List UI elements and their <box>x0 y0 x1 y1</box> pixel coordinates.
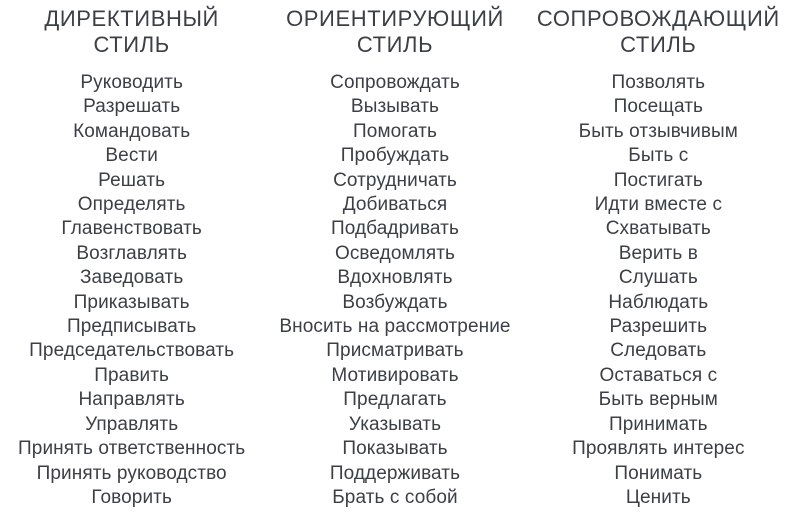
column-title-line: ОРИЕНТИРУЮЩИЙ <box>286 6 504 31</box>
style-word: Вносить на рассмотрение <box>279 316 511 338</box>
style-word: Править <box>94 364 170 386</box>
style-word: Руководить <box>80 72 183 93</box>
style-word: Позволять <box>611 72 706 93</box>
column-title-line: СТИЛЬ <box>93 32 170 57</box>
style-word: Схватывать <box>605 218 711 240</box>
style-word: Вести <box>105 145 158 167</box>
column-title-line: СТИЛЬ <box>620 32 697 57</box>
style-column <box>527 6 790 510</box>
style-word: Решать <box>98 169 166 191</box>
style-word: Главенствовать <box>61 218 202 240</box>
style-word: Проявлять интерес <box>572 438 745 460</box>
style-word: Быть верным <box>598 389 718 411</box>
style-word: Сотрудничать <box>333 169 457 191</box>
style-word: Наблюдать <box>608 291 709 313</box>
style-word: Посещать <box>613 96 704 118</box>
style-word: Возбуждать <box>342 291 448 313</box>
style-column <box>263 6 526 510</box>
word-list <box>527 71 790 510</box>
style-word: Идти вместе с <box>594 194 723 216</box>
style-word: Принять руководство <box>36 462 227 484</box>
style-word: Предлагать <box>343 389 447 411</box>
style-word: Предписывать <box>66 316 197 338</box>
style-word: Верить в <box>618 242 698 264</box>
style-word: Говорить <box>91 486 172 508</box>
style-word: Приказывать <box>73 291 190 313</box>
style-word: Присматривать <box>326 340 464 362</box>
style-word: Следовать <box>610 340 707 362</box>
style-word: Вызывать <box>350 96 440 118</box>
style-word: Осведомлять <box>334 242 456 264</box>
column-title <box>263 6 526 58</box>
style-column <box>0 6 263 510</box>
style-word: Ценить <box>625 486 691 508</box>
style-word: Помогать <box>353 120 437 142</box>
style-word: Принимать <box>608 413 708 435</box>
column-title-line: ДИРЕКТИВНЫЙ <box>44 6 219 31</box>
style-columns <box>0 6 790 510</box>
style-word: Указывать <box>348 413 442 435</box>
column-title <box>527 6 790 58</box>
style-word: Поддерживать <box>329 462 461 484</box>
style-word: Вдохновлять <box>337 267 453 289</box>
style-word: Быть с <box>628 145 689 167</box>
style-word: Добиваться <box>342 194 448 216</box>
style-word: Слушать <box>618 267 698 289</box>
style-word: Управлять <box>85 413 179 435</box>
style-word: Показывать <box>342 438 448 460</box>
style-word: Определять <box>77 194 186 216</box>
word-list <box>0 71 263 510</box>
style-word: Понимать <box>614 462 703 484</box>
style-word: Заведовать <box>79 267 184 289</box>
style-word: Разрешить <box>609 316 708 338</box>
style-word: Председательствовать <box>29 340 235 362</box>
style-word: Командовать <box>73 120 191 142</box>
style-word: Пробуждать <box>340 145 450 167</box>
style-word: Сопровождать <box>330 72 460 93</box>
style-word: Постигать <box>613 169 703 191</box>
style-word: Мотивировать <box>331 364 459 386</box>
style-word: Оставаться с <box>599 364 718 386</box>
style-word: Брать с собой <box>332 486 458 508</box>
style-word: Возглавлять <box>76 242 187 264</box>
style-word: Подбадривать <box>330 218 459 240</box>
style-word: Направлять <box>78 389 185 411</box>
word-list <box>263 71 526 510</box>
column-title-line: СТИЛЬ <box>356 32 434 57</box>
column-title <box>0 6 263 58</box>
style-word: Быть отзывчивым <box>578 120 738 142</box>
style-word: Разрешать <box>83 96 181 118</box>
column-title-line: СОПРОВОЖДАЮЩИЙ <box>536 6 780 31</box>
style-word: Принять ответственность <box>18 438 246 460</box>
